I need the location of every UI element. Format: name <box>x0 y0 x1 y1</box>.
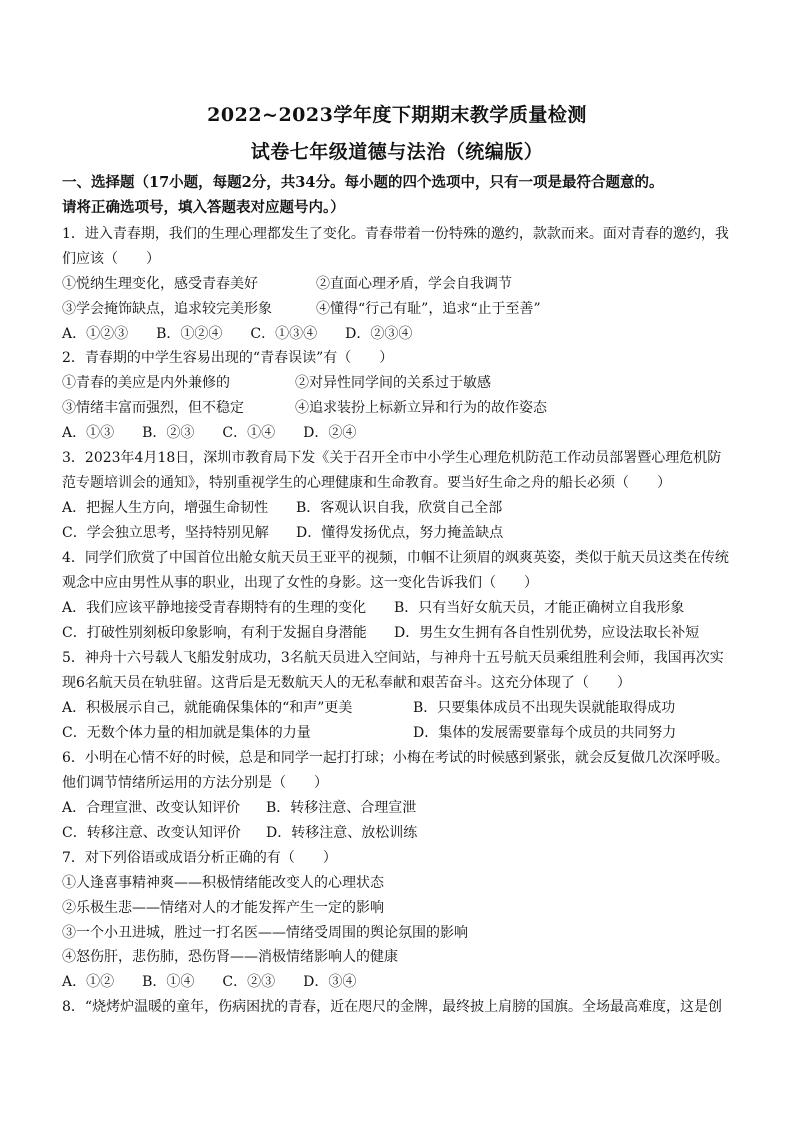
question-1: 1．进入青春期，我们的生理心理都发生了变化。青春带着一份特殊的邀约，款款而来。面对青春的邀约，我 <box>62 226 729 242</box>
q3-choice-b: B．客观认识自我，欣赏自己全部 <box>296 500 503 516</box>
question-3: 3．2023年4月18日，深圳市教育局下发《关于召开全市中小学生心理危机防范工作动员部署暨心理危机防 <box>62 450 722 466</box>
q5-choice-d: D．集体的发展需要靠每个成员的共同努力 <box>413 725 677 741</box>
q6-choice-b: B．转移注意、合理宣泄 <box>266 800 417 816</box>
q1-option-4: ④懂得“行己有耻”，追求“止于至善” <box>316 301 541 317</box>
exam-title: 2022~2023学年度下期期末教学质量检测 <box>207 104 587 126</box>
q2-option-1: ①青春的美应是内外兼修的 <box>62 375 230 391</box>
q2-option-2: ②对异性同学间的关系过于敏感 <box>295 375 491 391</box>
q1-option-3: ③学会掩饰缺点，追求较完美形象 <box>62 301 272 317</box>
section-heading-cont: 请将正确选项号，填入答题表对应题号内。） <box>62 199 345 216</box>
q5-choice-a: A．积极展示自己，就能确保集体的“和声”更美 <box>62 700 353 716</box>
q3-choice-d: D．懂得发扬优点，努力掩盖缺点 <box>296 525 504 541</box>
q2-choices: A．①③ B．②③ C．①④ D．②④ <box>62 425 357 441</box>
q4-choice-b: B．只有当好女航天员，才能正确树立自我形象 <box>394 600 685 616</box>
q7-choices: A．①② B．①④ C．②③ D．③④ <box>62 974 357 990</box>
q2-option-3: ③情绪丰富而强烈，但不稳定 <box>62 400 244 416</box>
q1-option-2: ②直面心理矛盾，学会自我调节 <box>316 276 512 292</box>
q4-choice-d: D．男生女生拥有各自性别优势，应设法取长补短 <box>394 625 700 641</box>
question-2: 2．青春期的中学生容易出现的“青春误读”有（ ） <box>62 350 394 366</box>
q7-option-3: ③一个小丑进城，胜过一打名医——情绪受周围的舆论氛围的影响 <box>62 925 468 941</box>
question-7: 7．对下列俗语或成语分析正确的有（ ） <box>62 850 337 866</box>
q1-choices: A．①②③ B．①②④ C．①③④ D．②③④ <box>62 326 413 342</box>
q2-option-4: ④追求装扮上标新立异和行为的故作姿态 <box>295 400 547 416</box>
question-4: 4．同学们欣赏了中国首位出舱女航天员王亚平的视频，巾帼不让须眉的飒爽英姿，类似于航天员这类在传统 <box>62 550 729 566</box>
q4-choice-c: C．打破性别刻板印象影响，有利于发掘自身潜能 <box>62 625 367 641</box>
q3-choice-a: A．把握人生方向，增强生命韧性 <box>62 500 269 516</box>
q7-option-1: ①人逢喜事精神爽——积极情绪能改变人的心理状态 <box>62 875 384 891</box>
question-5-cont: 现6名航天员在轨驻留。这背后是无数航天人的无私奉献和艰苦奋斗。这充分体现了（ ） <box>62 675 631 691</box>
q5-choice-c: C．无数个体力量的相加就是集体的力量 <box>62 725 311 741</box>
q3-choice-c: C．学会独立思考，坚持特别见解 <box>62 525 269 541</box>
exam-subtitle: 试卷七年级道德与法治（统编版） <box>250 141 544 163</box>
question-3-cont: 范专题培训会的通知》，特别重视学生的心理健康和生命教育。要当好生命之舟的船长必须（ ） <box>62 475 671 491</box>
question-5: 5．神舟十六号载人飞船发射成功，3名航天员进入空间站，与神舟十五号航天员乘组胜利会师，我国再次实 <box>62 650 724 666</box>
q6-choice-a: A．合理宣泄、改变认知评价 <box>62 800 241 816</box>
q1-option-1: ①悦纳生理变化，感受青春美好 <box>62 276 258 292</box>
question-6-cont: 他们调节情绪所运用的方法分别是（ ） <box>62 775 328 791</box>
question-4-cont: 观念中应由男性从事的职业，出现了女性的身影。这一变化告诉我们（ ） <box>62 575 538 591</box>
q6-choice-c: C．转移注意、改变认知评价 <box>62 825 241 841</box>
q7-option-2: ②乐极生悲——情绪对人的才能发挥产生一定的影响 <box>62 900 384 916</box>
question-8: 8．“烧烤炉温暖的童年，伤病困扰的青春，近在咫尺的金牌，最终披上肩膀的国旗。全场最高难度，这是创 <box>62 999 723 1015</box>
q7-option-4: ④怒伤肝，悲伤肺，恐伤肾——消极情绪影响人的健康 <box>62 949 398 965</box>
q4-choice-a: A．我们应该平静地接受青春期特有的生理的变化 <box>62 600 367 616</box>
question-1-cont: 们应该（ ） <box>62 251 160 267</box>
q6-choice-d: D．转移注意、放松训练 <box>266 825 418 841</box>
section-heading: 一、选择题（17小题，每题2分，共34分。每小题的四个选项中，只有一项是最符合题意的。 <box>62 174 664 191</box>
question-6: 6．小明在心情不好的时候，总是和同学一起打打球；小梅在考试的时候感到紧张，就会反复做几次深呼吸。 <box>62 750 729 766</box>
q5-choice-b: B．只要集体成员不出现失误就能取得成功 <box>413 700 676 716</box>
